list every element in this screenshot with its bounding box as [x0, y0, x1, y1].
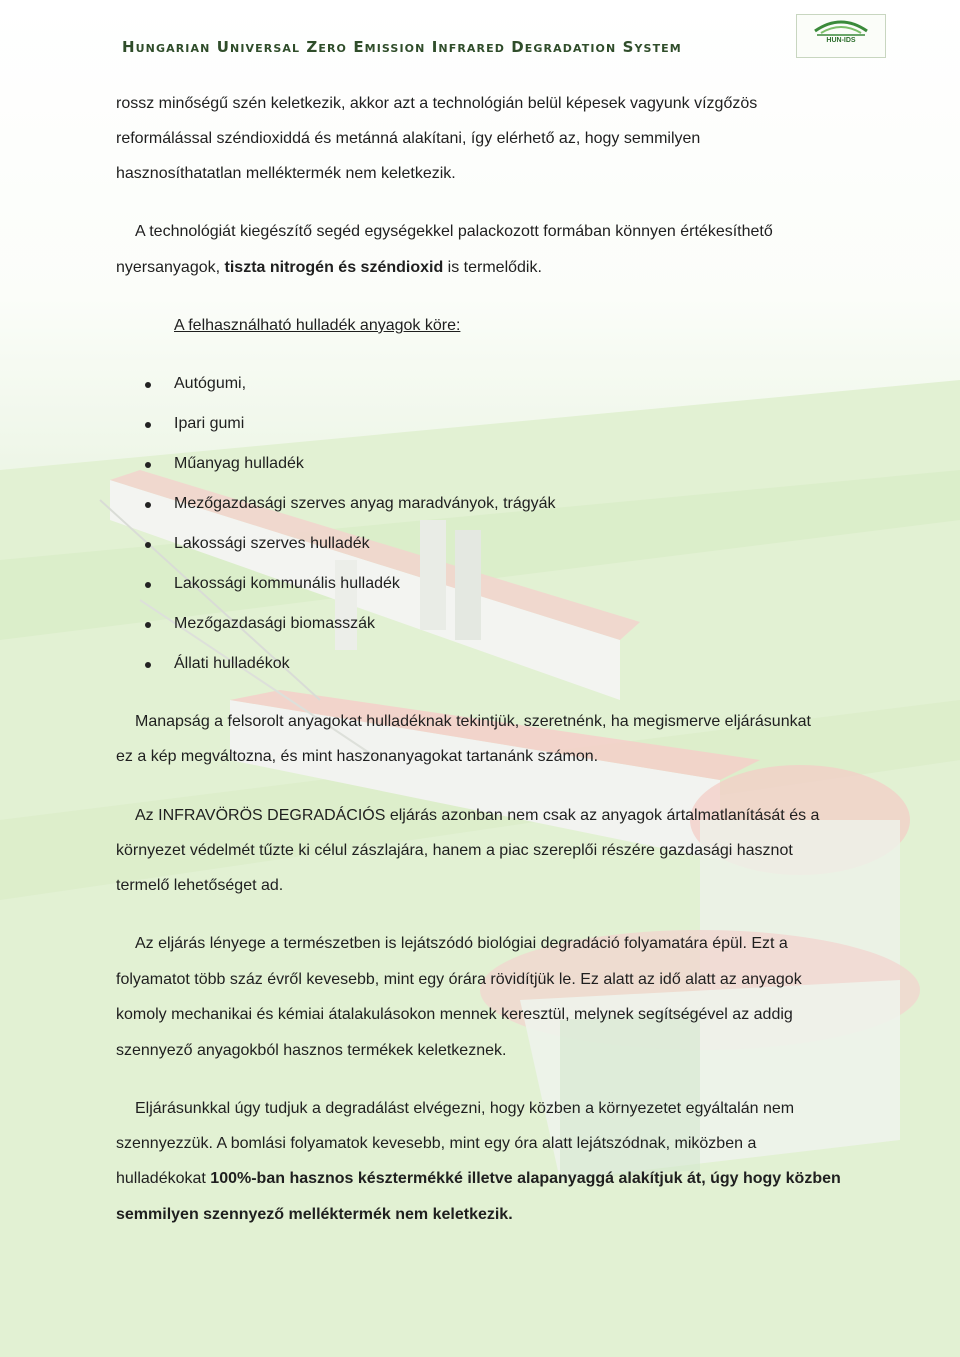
para3-line2: ez a kép megváltozna, és mint haszonanyagokat tartanánk számon. — [116, 748, 599, 765]
para6-line3-bold: 100%-ban hasznos késztermékké illetve alapanyaggá alakítjuk át, úgy hogy közben — [210, 1170, 841, 1187]
list-item-label: Mezőgazdasági biomasszák — [174, 615, 375, 632]
para5-line1: Az eljárás lényege a természetben is lejátszódó biológiai degradáció folyamatára épül. Ezt a — [135, 935, 788, 952]
list-item-label: Műanyag hulladék — [174, 455, 304, 472]
para6-line3-text: hulladékokat — [116, 1170, 211, 1187]
bullet-icon — [145, 582, 151, 588]
para1-line3: hasznosíthatatlan melléktermék nem keletkezik. — [116, 165, 456, 182]
bullet-icon — [145, 382, 151, 388]
para1-line2: reformálással széndioxiddá és metánná alakítani, így elérhető az, hogy semmilyen — [116, 130, 701, 147]
list-item-label: Lakossági szerves hulladék — [174, 535, 370, 552]
para4-line1: Az INFRAVÖRÖS DEGRADÁCIÓS eljárás azonban nem csak az anyagok ártalmatlanítását és a — [135, 807, 820, 824]
para6-line4 — [116, 1205, 513, 1225]
bullet-icon — [145, 662, 151, 668]
para6-line1: Eljárásunkkal úgy tudjuk a degradálást elvégezni, hogy közben a környezetet egyáltalán nem — [135, 1100, 795, 1117]
para6-line4-bold: semmilyen szennyező melléktermék nem keletkezik. — [116, 1206, 513, 1223]
list-item-label: Ipari gumi — [174, 415, 245, 432]
para2-line1: A technológiát kiegészítő segéd egységekkel palackozott formában könnyen értékesíthető — [135, 223, 773, 240]
bullet-icon — [145, 542, 151, 548]
para6-line2: szennyezzük. A bomlási folyamatok kevesebb, mint egy óra alatt lejátszódnak, miközben a — [116, 1135, 757, 1152]
para5-line4: szennyező anyagokból hasznos termékek keletkeznek. — [116, 1042, 507, 1059]
para4-line3: termelő lehetőséget ad. — [116, 877, 284, 894]
list-item-label: Autógumi, — [174, 375, 247, 392]
bullet-icon — [145, 622, 151, 628]
para2-line2-text: nyersanyagok, — [116, 259, 225, 276]
para6-line3 — [116, 1169, 841, 1189]
list-item-label: Lakossági kommunális hulladék — [174, 575, 400, 592]
para2-line2 — [116, 258, 542, 278]
bullet-icon — [145, 422, 151, 428]
bullet-icon — [145, 462, 151, 468]
list-item-label: Mezőgazdasági szerves anyag maradványok, trágyák — [174, 495, 556, 512]
para5-line3: komoly mechanikai és kémiai átalakulásokon mennek keresztül, melynek segítségével az addig — [116, 1006, 793, 1023]
list-item-label: Állati hulladékok — [174, 655, 290, 672]
para3-line1: Manapság a felsorolt anyagokat hulladéknak tekintjük, szeretnénk, ha megismerve eljárásunkat — [135, 713, 811, 730]
para4-line2: környezet védelmét tűzte ki célul zászlajára, hanem a piac szereplői részére gazdasági hasznot — [116, 842, 793, 859]
para1-line1: rossz minőségű szén keletkezik, akkor azt a technológián belül képesek vagyunk vízgőzös — [116, 95, 758, 112]
bullet-icon — [145, 502, 151, 508]
header-title: Hungarian Universal Zero Emission Infrared Degradation System — [122, 38, 682, 56]
para5-line2: folyamatot több száz évről kevesebb, mint egy órára rövidítjük le. Ez alatt az idő alatt az anyagok — [116, 971, 802, 988]
list-heading: A felhasználható hulladék anyagok köre: — [174, 317, 461, 334]
logo-text: HUN-IDS — [826, 37, 856, 44]
para2-line2-bold: tiszta nitrogén és széndioxid — [224, 259, 444, 276]
para2-line2-end: is termelődik. — [443, 259, 542, 276]
